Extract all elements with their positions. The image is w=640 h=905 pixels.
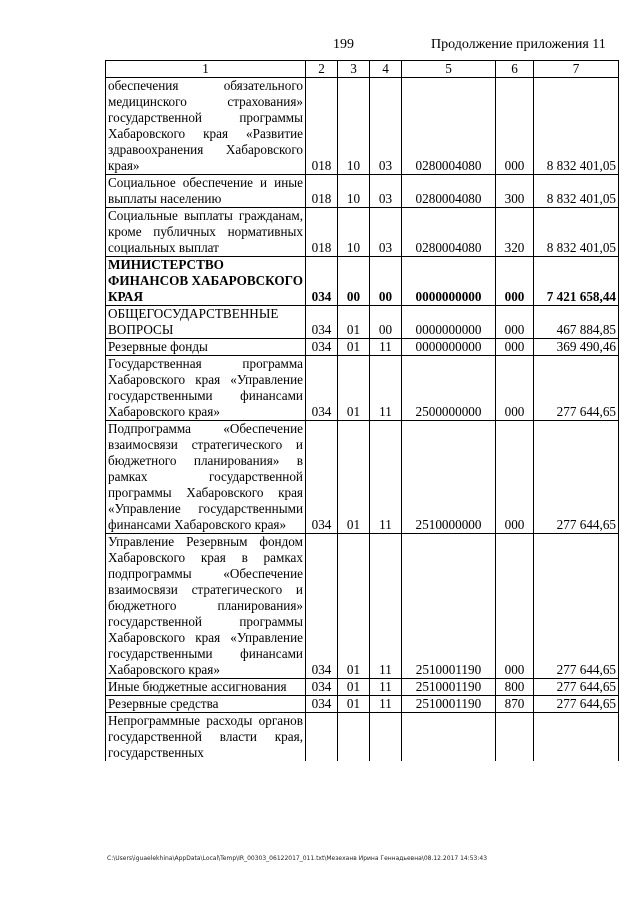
target-article-code: 0280004080 — [402, 78, 496, 175]
row-name: МИНИСТЕРСТВО ФИНАНСОВ ХАБАРОВСКОГО КРАЯ — [106, 257, 306, 306]
ministry-code: 034 — [306, 306, 338, 339]
subsection-code: 11 — [370, 696, 402, 713]
ministry-code: 034 — [306, 679, 338, 696]
column-number: 1 — [106, 61, 306, 78]
row-name: Непрограммные расходы органов государственной власти края, государственных — [106, 713, 306, 762]
appendix-continuation-note: Продолжение приложения 11 — [431, 37, 606, 52]
amount — [534, 713, 619, 762]
amount: 8 832 401,05 — [534, 208, 619, 257]
table-row — [106, 208, 619, 257]
column-number: 4 — [370, 61, 402, 78]
page-number: 199 — [333, 37, 354, 52]
target-article-code: 0000000000 — [402, 306, 496, 339]
section-code: 01 — [338, 534, 370, 679]
amount: 277 644,65 — [534, 696, 619, 713]
column-number: 7 — [534, 61, 619, 78]
expense-type-code: 000 — [496, 421, 534, 534]
ministry-code: 034 — [306, 534, 338, 679]
target-article-code — [402, 713, 496, 762]
table-row — [106, 175, 619, 208]
subsection-code: 11 — [370, 679, 402, 696]
table-row — [106, 356, 619, 421]
row-name: Подпрограмма «Обеспечение взаимосвязи стратегического и бюджетного планирования» в рамках государственной программы Хабаровского края «Управление государственными финансами Хабаровского края» — [106, 421, 306, 534]
subsection-code: 11 — [370, 339, 402, 356]
row-name: Резервные фонды — [106, 339, 306, 356]
target-article-code: 0000000000 — [402, 339, 496, 356]
subsection-code: 11 — [370, 421, 402, 534]
table-row — [106, 306, 619, 339]
amount: 369 490,46 — [534, 339, 619, 356]
expense-type-code: 870 — [496, 696, 534, 713]
subsection-code: 00 — [370, 306, 402, 339]
target-article-code: 0280004080 — [402, 175, 496, 208]
expense-type-code: 000 — [496, 306, 534, 339]
target-article-code: 2500000000 — [402, 356, 496, 421]
ministry-code: 034 — [306, 339, 338, 356]
table-row — [106, 78, 619, 175]
section-code: 01 — [338, 696, 370, 713]
expense-type-code: 800 — [496, 679, 534, 696]
row-name: Социальное обеспечение и иные выплаты населению — [106, 175, 306, 208]
ministry-code: 018 — [306, 175, 338, 208]
table-row — [106, 339, 619, 356]
amount: 277 644,65 — [534, 679, 619, 696]
expense-type-code: 300 — [496, 175, 534, 208]
section-code: 10 — [338, 175, 370, 208]
row-name: ОБЩЕГОСУДАРСТВЕННЫЕ ВОПРОСЫ — [106, 306, 306, 339]
amount: 277 644,65 — [534, 356, 619, 421]
table-row — [106, 713, 619, 762]
ministry-code — [306, 713, 338, 762]
amount: 8 832 401,05 — [534, 78, 619, 175]
expense-type-code: 000 — [496, 356, 534, 421]
column-number: 5 — [402, 61, 496, 78]
column-number-row — [106, 61, 619, 78]
ministry-code: 034 — [306, 356, 338, 421]
subsection-code: 00 — [370, 257, 402, 306]
row-name: Иные бюджетные ассигнования — [106, 679, 306, 696]
table-row — [106, 421, 619, 534]
ministry-code: 034 — [306, 257, 338, 306]
section-code: 01 — [338, 679, 370, 696]
target-article-code: 2510000000 — [402, 421, 496, 534]
table-row — [106, 534, 619, 679]
target-article-code: 2510001190 — [402, 696, 496, 713]
amount: 7 421 658,44 — [534, 257, 619, 306]
table-row — [106, 696, 619, 713]
amount: 277 644,65 — [534, 534, 619, 679]
table-row — [106, 679, 619, 696]
subsection-code: 11 — [370, 356, 402, 421]
section-code: 00 — [338, 257, 370, 306]
expense-type-code — [496, 713, 534, 762]
expense-type-code: 000 — [496, 339, 534, 356]
footer-file-path: C:\Users\iguaelekhina\AppData\Local\Temp\IR_00303_06122017_011.txt\Мезеханв Ирина Геннадьевна\08.12.2017 14:53:43 — [107, 855, 488, 862]
expense-type-code: 320 — [496, 208, 534, 257]
target-article-code: 0280004080 — [402, 208, 496, 257]
target-article-code: 0000000000 — [402, 257, 496, 306]
expense-type-code: 000 — [496, 257, 534, 306]
row-name: обеспечения обязательного медицинского страхования» государственной программы Хабаровского края «Развитие здравоохранения Хабаровского края» — [106, 78, 306, 175]
ministry-code: 034 — [306, 421, 338, 534]
row-name: Резервные средства — [106, 696, 306, 713]
ministry-code: 018 — [306, 208, 338, 257]
section-code: 01 — [338, 339, 370, 356]
row-name: Управление Резервным фондом Хабаровского края в рамках подпрограммы «Обеспечение взаимосвязи стратегического и бюджетного планирования» государственной программы Хабаровского края «Управление государственными финансами Хабаровского края» — [106, 534, 306, 679]
expense-type-code: 000 — [496, 78, 534, 175]
section-code: 01 — [338, 306, 370, 339]
budget-table — [105, 60, 619, 761]
amount: 467 884,85 — [534, 306, 619, 339]
column-number: 2 — [306, 61, 338, 78]
target-article-code: 2510001190 — [402, 679, 496, 696]
amount: 277 644,65 — [534, 421, 619, 534]
section-code: 01 — [338, 421, 370, 534]
row-name: Государственная программа Хабаровского края «Управление государственными финансами Хабаровского края» — [106, 356, 306, 421]
target-article-code: 2510001190 — [402, 534, 496, 679]
subsection-code: 03 — [370, 208, 402, 257]
row-name: Социальные выплаты гражданам, кроме публичных нормативных социальных выплат — [106, 208, 306, 257]
expense-type-code: 000 — [496, 534, 534, 679]
column-number: 3 — [338, 61, 370, 78]
section-code — [338, 713, 370, 762]
ministry-code: 034 — [306, 696, 338, 713]
subsection-code: 03 — [370, 78, 402, 175]
table-row — [106, 257, 619, 306]
subsection-code: 03 — [370, 175, 402, 208]
section-code: 10 — [338, 208, 370, 257]
ministry-code: 018 — [306, 78, 338, 175]
column-number: 6 — [496, 61, 534, 78]
amount: 8 832 401,05 — [534, 175, 619, 208]
subsection-code — [370, 713, 402, 762]
section-code: 01 — [338, 356, 370, 421]
section-code: 10 — [338, 78, 370, 175]
subsection-code: 11 — [370, 534, 402, 679]
